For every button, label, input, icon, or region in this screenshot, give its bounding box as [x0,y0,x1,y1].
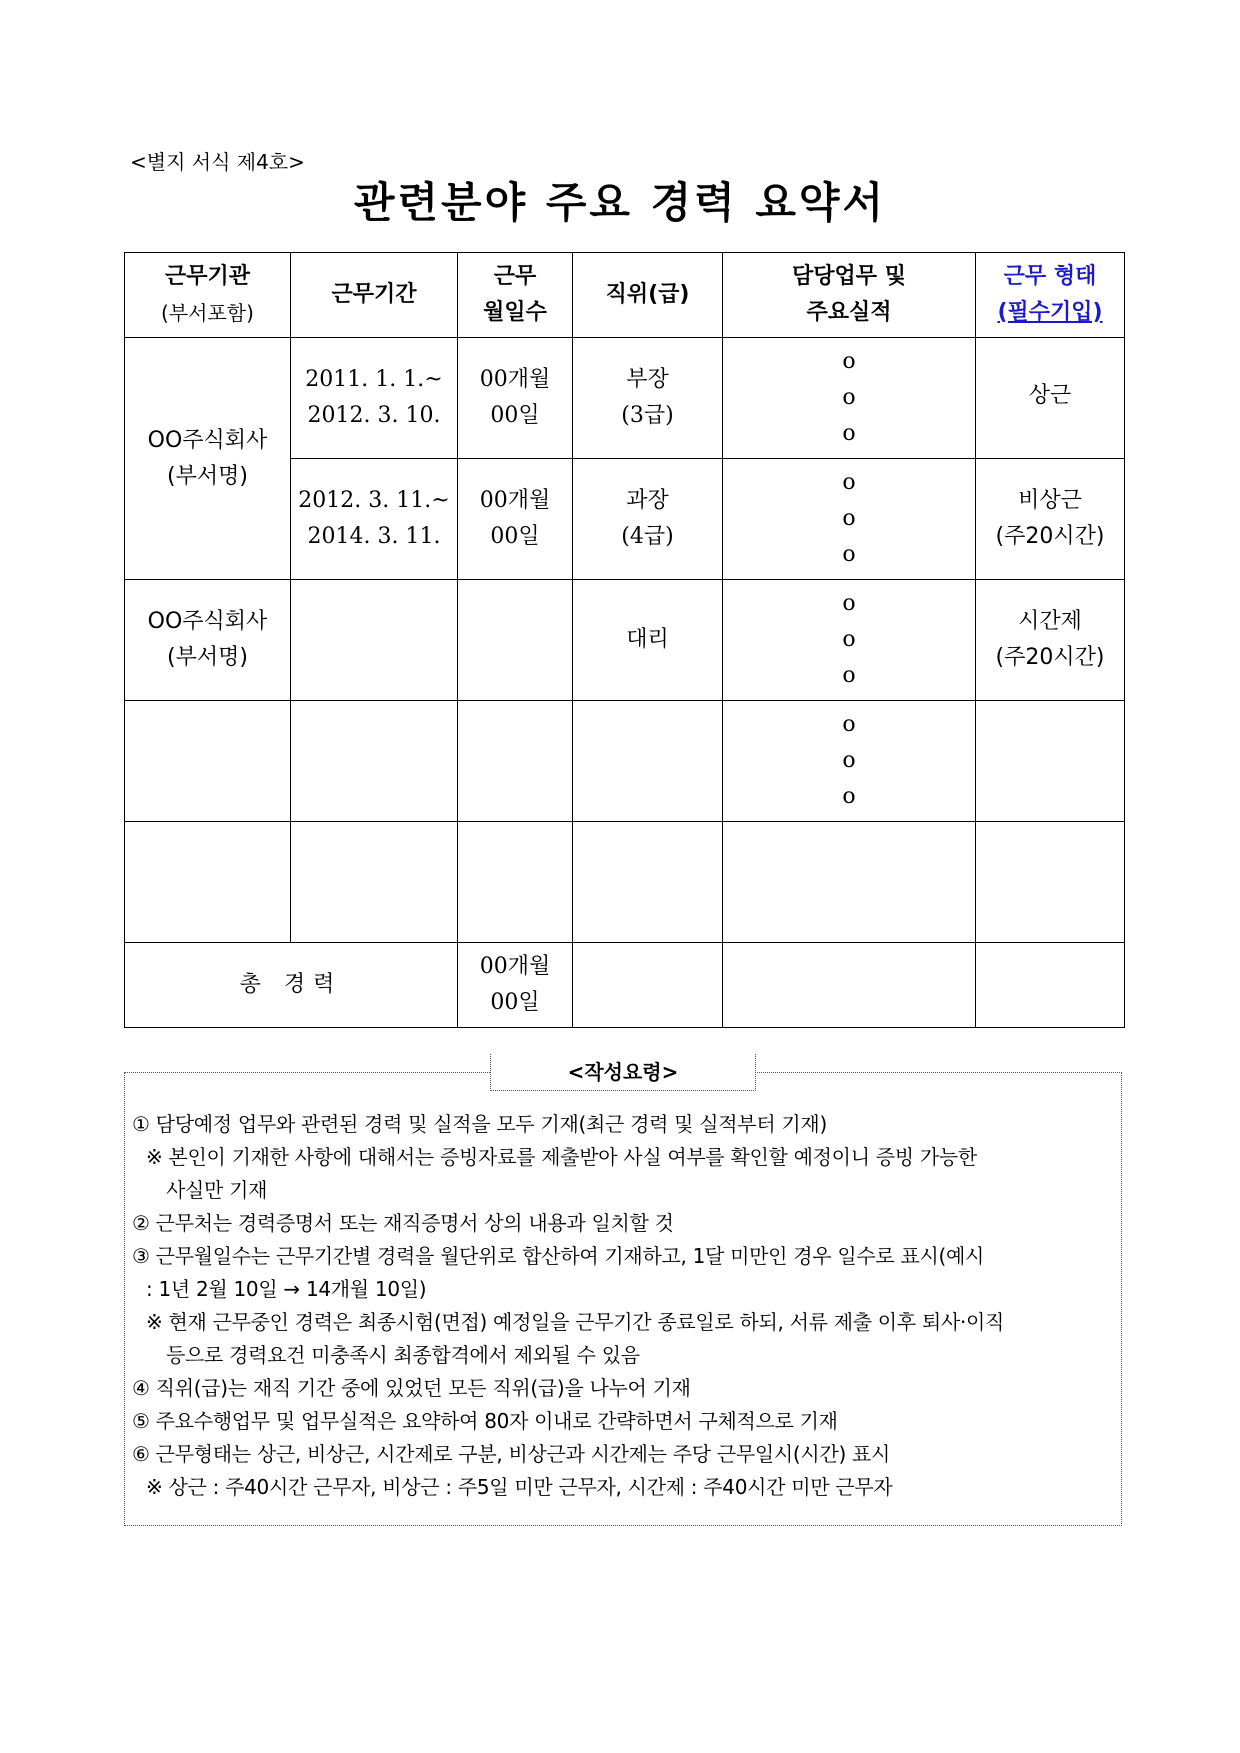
guide-note: ※ 본인이 기재한 사항에 대해서는 증빙자료를 제출받아 사실 여부를 확인할 예정이니 증빙 가능한 [146,1145,977,1169]
col-header-duties-line1: 담당업무 및 [792,264,906,289]
period-start: 2011. 1. 1.~ [305,367,443,392]
col-header-org [125,253,291,338]
guide-item: ① 담당예정 업무와 관련된 경력 및 실적을 모두 기재(최근 경력 및 실적부터 기재) [132,1112,827,1136]
duty-bullet: o [842,748,856,773]
months-cell[interactable] [458,459,573,580]
guide-item: ④ 직위(급)는 재직 기간 중에 있었던 모든 직위(급)을 나누어 기재 [132,1376,691,1400]
col-header-period: 근무기간 [291,253,458,338]
duties-cell[interactable] [723,701,976,822]
col-header-worktype [976,253,1125,338]
col-header-org-sub: (부서포함) [161,301,254,325]
months-value: 00개월 [479,488,551,513]
worktype-hours: (주20시간) [995,645,1105,670]
table-header-row [125,253,1125,338]
col-header-duties-line2: 주요실적 [806,300,892,325]
position-grade: (4급) [621,524,674,549]
guide-item: ② 근무처는 경력증명서 또는 재직증명서 상의 내용과 일치할 것 [132,1211,674,1235]
duty-bullet: o [842,385,856,410]
career-summary-table [124,252,1125,1028]
duty-bullet: o [842,663,856,688]
days-value: 00일 [490,524,540,549]
days-value: 00일 [490,403,540,428]
period-cell[interactable] [291,822,458,943]
months-cell[interactable] [458,701,573,822]
col-header-months-line2: 월일수 [483,300,547,325]
col-header-months [458,253,573,338]
position-title: 과장 [626,488,669,513]
guide-item: ⑥ 근무형태는 상근, 비상근, 시간제로 구분, 비상근과 시간제는 주당 근무일시(시간) 표시 [132,1442,891,1466]
duty-bullet: o [842,421,856,446]
duty-bullet: o [842,470,856,495]
form-number: <별지 서식 제4호> [130,150,305,174]
position-cell[interactable] [573,459,723,580]
table-row [125,580,1125,701]
position-title: 부장 [626,367,669,392]
table-row [125,822,1125,943]
position-cell[interactable] [573,338,723,459]
document-title: 관련분야 주요 경력 요약서 [353,178,887,227]
total-months-cell[interactable] [458,943,573,1028]
col-header-org-label: 근무기관 [164,264,250,289]
worktype-hours: (주20시간) [995,524,1105,549]
period-end: 2012. 3. 10. [307,403,441,428]
position-cell[interactable] [573,580,723,701]
period-cell[interactable] [291,580,458,701]
duties-cell[interactable] [723,338,976,459]
duty-bullet: o [842,506,856,531]
guide-item: ⑤ 주요수행업무 및 업무실적은 요약하여 80자 이내로 간략하면서 구체적으로 기재 [132,1409,838,1433]
col-header-worktype-line1: 근무 형태 [1003,264,1097,289]
position-grade: (3급) [621,403,674,428]
duty-bullet: o [842,542,856,567]
total-days-value: 00일 [490,990,540,1015]
worktype-cell[interactable] [976,338,1125,459]
duty-bullet: o [842,627,856,652]
months-cell[interactable] [458,580,573,701]
duties-cell[interactable] [723,459,976,580]
col-header-position: 직위(급) [573,253,723,338]
worktype-value: 시간제 [1018,609,1082,634]
worktype-value: 상근 [1028,383,1072,408]
total-row [125,943,1125,1028]
col-header-duties [723,253,976,338]
guide-note-continued: 등으로 경력요건 미충족시 최종합격에서 제외될 수 있음 [166,1343,640,1367]
guide-item: ③ 근무월일수는 근무기간별 경력을 월단위로 합산하여 기재하고, 1달 미만인 경우 일수로 표시(예시 [132,1244,985,1268]
total-months-value: 00개월 [479,954,551,979]
org-cell[interactable] [125,701,291,822]
total-duties-cell[interactable] [723,943,976,1028]
writing-guide-title: <작성요령> [490,1054,756,1091]
period-start: 2012. 3. 11.~ [298,488,450,513]
duties-cell[interactable] [723,580,976,701]
worktype-cell[interactable] [976,459,1125,580]
position-title: 대리 [626,627,669,652]
col-header-worktype-required: (필수기입) [997,300,1103,325]
table-row [125,701,1125,822]
period-end: 2014. 3. 11. [307,524,441,549]
months-cell[interactable] [458,338,573,459]
total-career-label: 총 경력 [125,943,458,1028]
total-position-cell[interactable] [573,943,723,1028]
duties-cell[interactable] [723,822,976,943]
org-cell[interactable] [125,338,291,580]
org-name: OO주식회사 [147,427,268,453]
guide-note-continued: 사실만 기재 [166,1178,268,1202]
worktype-cell[interactable] [976,701,1125,822]
position-cell[interactable] [573,701,723,822]
period-cell[interactable] [291,338,458,459]
months-cell[interactable] [458,822,573,943]
period-cell[interactable] [291,459,458,580]
total-worktype-cell[interactable] [976,943,1125,1028]
worktype-value: 비상근 [1018,488,1082,513]
org-name: OO주식회사 [147,609,268,634]
duty-bullet: o [842,712,856,737]
duty-bullet: o [842,784,856,809]
worktype-cell[interactable] [976,580,1125,701]
guide-note: ※ 상근 : 주40시간 근무자, 비상근 : 주5일 미만 근무자, 시간제 : 주40시간 미만 근무자 [146,1475,893,1499]
duty-bullet: o [842,591,856,616]
org-cell[interactable] [125,822,291,943]
duty-bullet: o [842,349,856,374]
org-cell[interactable] [125,580,291,701]
org-dept: (부서명) [167,645,248,670]
col-header-months-line1: 근무 [493,264,537,289]
guide-note: ※ 현재 근무중인 경력은 최종시험(면접) 예정일을 근무기간 종료일로 하되, 서류 제출 이후 퇴사·이직 [146,1310,1005,1334]
position-cell[interactable] [573,822,723,943]
org-dept: (부서명) [167,463,248,489]
table-row [125,338,1125,459]
months-value: 00개월 [479,367,551,392]
writing-guide-list [132,1108,1122,1504]
period-cell[interactable] [291,701,458,822]
guide-item-continued: : 1년 2월 10일 → 14개월 10일) [146,1277,427,1301]
worktype-cell[interactable] [976,822,1125,943]
